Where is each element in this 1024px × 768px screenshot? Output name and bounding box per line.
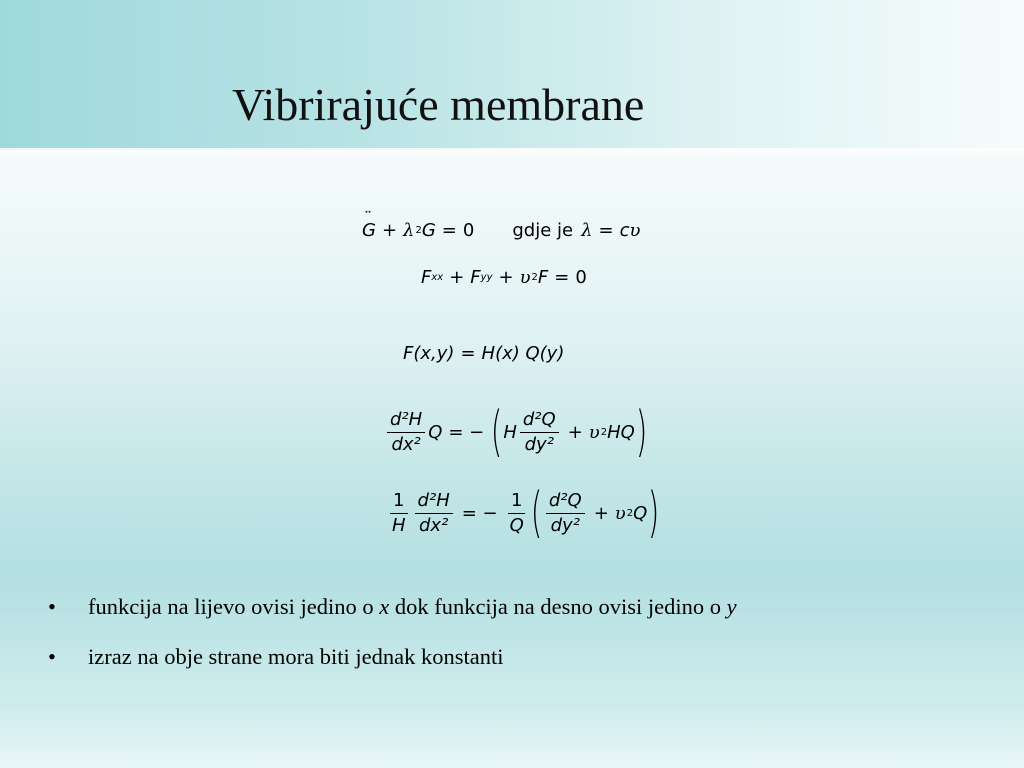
eq5-left-paren-icon: ( — [530, 481, 543, 544]
eq4-frac1-num: d²H — [387, 410, 425, 433]
eq5-f1-den: H — [392, 514, 406, 536]
bullet-dot-icon: • — [48, 644, 56, 669]
eq5-f1-num: 1 — [390, 491, 407, 514]
eq1-plus: + — [381, 220, 398, 241]
equation-4 — [384, 400, 648, 463]
eq1-lambda: λ — [403, 220, 415, 241]
eq5-upsilon: υ — [614, 502, 626, 524]
eq1-lambda-2: λ — [581, 220, 593, 241]
eq3-equals: = — [460, 343, 476, 364]
eq2-plus-2: + — [498, 267, 514, 288]
slide-title: Vibrirajuće membrane — [232, 79, 645, 130]
eq4-frac1-den: dx² — [391, 433, 421, 455]
eq2-sub-yy: yy — [480, 272, 493, 283]
eq5-square: 2 — [626, 507, 634, 519]
eq4-left-paren-icon: ( — [490, 400, 503, 463]
eq2-f2: F — [470, 267, 481, 288]
eq5-f4-num: d²Q — [546, 491, 585, 514]
eq1-equals-2: = — [598, 220, 614, 241]
eq1-c: c — [619, 220, 630, 241]
eq4-fraction-2 — [520, 410, 559, 455]
bullet-list — [48, 592, 737, 692]
eq4-plus: + — [567, 421, 583, 443]
bullet-variable-x: x — [379, 594, 390, 619]
eq1-equals: = — [441, 220, 457, 241]
eq3-rhs: H(x) Q(y) — [481, 343, 565, 364]
bullet-text: izraz na obje strane mora biti jednak konstanti — [88, 644, 504, 669]
eq4-q: Q — [428, 421, 443, 443]
eq2-zero: 0 — [575, 267, 587, 288]
eq4-square: 2 — [600, 426, 608, 438]
eq5-plus: + — [593, 502, 609, 524]
eq2-upsilon: υ — [519, 267, 531, 288]
eq1-upsilon: υ — [629, 220, 641, 241]
eq2-equals: = — [554, 267, 570, 288]
eq5-f2-num: d²H — [415, 491, 453, 514]
equation-5 — [386, 481, 660, 544]
eq5-fraction-1 — [389, 491, 409, 536]
equation-3 — [403, 343, 564, 364]
bullet-dot-icon: • — [48, 594, 56, 619]
equation-2 — [421, 267, 587, 288]
eq5-f3-num: 1 — [508, 491, 525, 514]
eq5-q: Q — [633, 502, 648, 524]
eq4-upsilon: υ — [588, 421, 600, 443]
eq4-hq: HQ — [607, 421, 635, 443]
eq4-frac2-den: dy² — [524, 433, 554, 455]
eq1-g: G — [421, 220, 436, 241]
eq2-f1: F — [421, 267, 432, 288]
eq4-fraction-1 — [387, 410, 425, 455]
eq1-g-ddot: ¨ G — [362, 220, 376, 241]
eq4-h: H — [503, 421, 517, 443]
eq5-fraction-2 — [415, 491, 453, 536]
eq5-f2-den: dx² — [418, 514, 449, 536]
bullet-variable-y: y — [726, 594, 737, 619]
title-band-edge — [0, 148, 1024, 158]
eq1-zero: 0 — [462, 220, 475, 241]
eq2-plus-1: + — [449, 267, 465, 288]
eq4-equals-minus: = − — [448, 421, 485, 443]
eq5-f3-den: Q — [509, 514, 524, 536]
eq1-text: gdje je — [512, 220, 574, 241]
eq5-equals-minus: = − — [461, 502, 498, 524]
bullet-item — [48, 642, 737, 692]
bullet-item — [48, 592, 737, 642]
bullet-text: dok funkcija na desno ovisi jedino o — [389, 594, 727, 619]
eq5-fraction-3 — [507, 491, 527, 536]
eq2-f3: F — [537, 267, 549, 288]
eq2-sub-xx: xx — [431, 272, 444, 283]
bullet-text: funkcija na lijevo ovisi jedino o — [88, 594, 380, 619]
eq5-f4-den: dy² — [550, 514, 580, 536]
eq4-frac2-num: d²Q — [520, 410, 559, 433]
eq5-fraction-4 — [546, 491, 585, 536]
eq2-square: 2 — [531, 272, 538, 283]
eq4-right-paren-icon: ) — [635, 400, 648, 463]
eq3-lhs: F(x,y) — [403, 343, 455, 364]
eq1-square: 2 — [415, 225, 422, 236]
eq5-right-paren-icon: ) — [648, 481, 660, 544]
equation-1 — [362, 220, 640, 241]
